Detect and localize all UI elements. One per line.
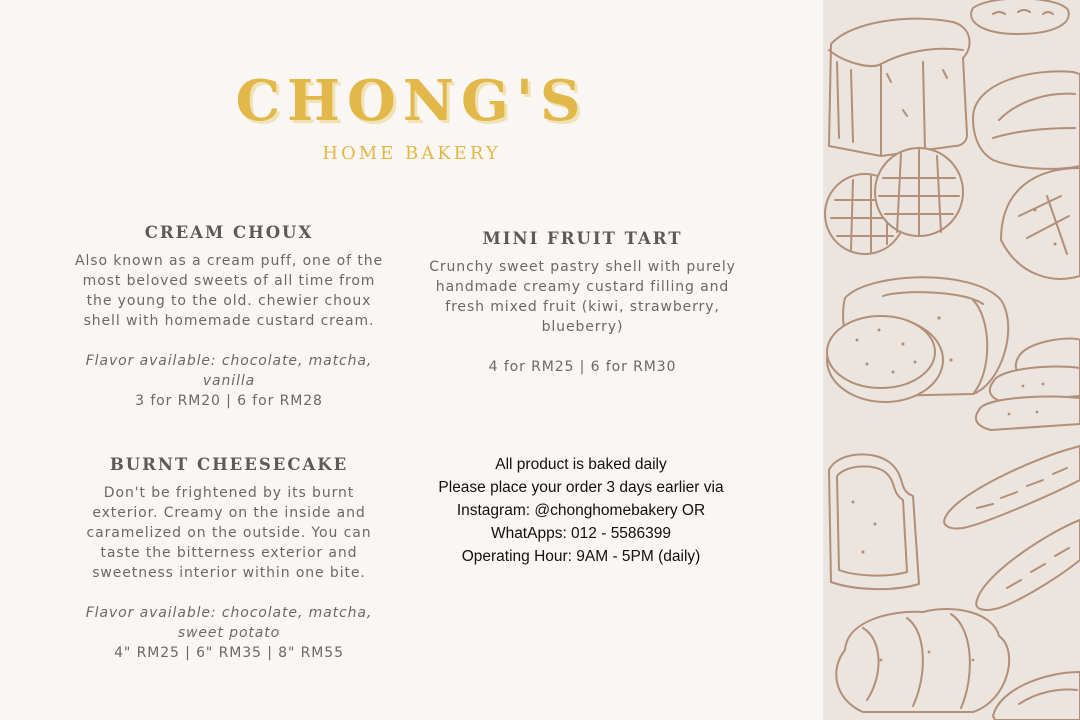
- menu-item-burnt-cheesecake: [80, 455, 378, 663]
- item-price: 3 for RM20 | 6 for RM28: [135, 393, 323, 409]
- info-line-order-notice: Please place your order 3 days earlier via: [438, 479, 724, 496]
- brand-subtitle: HOME BAKERY: [322, 143, 501, 164]
- item-flavors: Flavor available: chocolate, matcha, vanilla: [85, 353, 373, 389]
- menu-item-cream-choux: [74, 223, 384, 411]
- info-line-instagram: Instagram: @chonghomebakery OR: [456, 502, 706, 519]
- item-flavors: Flavor available: chocolate, matcha, sweet potato: [85, 605, 373, 641]
- item-title: MINI FRUIT TART: [482, 229, 683, 248]
- order-info: [406, 453, 756, 568]
- item-title: BURNT CHEESECAKE: [109, 455, 349, 474]
- menu-item-mini-fruit-tart: [425, 229, 740, 377]
- item-price: 4 for RM25 | 6 for RM30: [488, 359, 677, 375]
- info-line-baked-daily: All product is baked daily: [495, 456, 667, 473]
- item-description: Don't be frightened by its burnt exterior. Creamy on the inside and caramelized on the outside. You can taste the bitterness exterior and sweetness interior within one bite.: [86, 485, 372, 581]
- info-line-hours: Operating Hour: 9AM - 5PM (daily): [461, 548, 701, 565]
- info-line-whatsapp: WhatApps: 012 - 5586399: [490, 525, 672, 542]
- item-description: Also known as a cream puff, one of the most beloved sweets of all time from the young to the old. chewier choux shell with homemade custard cream.: [74, 253, 383, 329]
- item-price: 4" RM25 | 6" RM35 | 8" RM55: [114, 645, 344, 661]
- item-description: Crunchy sweet pastry shell with purely handmade creamy custard filling and fresh mixed fruit (kiwi, strawberry, blueberry): [429, 259, 736, 335]
- bread-illustration-icon: [823, 0, 1080, 720]
- brand-title: CHONG'S: [235, 68, 588, 134]
- item-title: CREAM CHOUX: [144, 223, 314, 242]
- bread-illustration-panel: [823, 0, 1080, 720]
